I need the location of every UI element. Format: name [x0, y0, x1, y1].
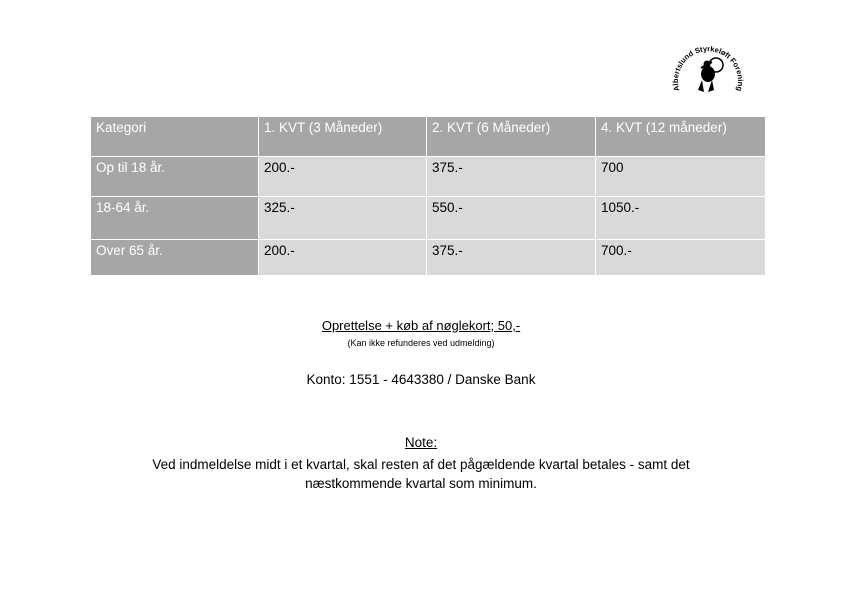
price-cell: 375.- [427, 240, 596, 276]
category-cell: Op til 18 år. [91, 157, 259, 197]
note-line: næstkommende kvartal som minimum. [305, 476, 537, 491]
price-cell: 1050.- [596, 197, 766, 240]
price-cell: 550.- [427, 197, 596, 240]
price-cell: 200.- [259, 240, 427, 276]
header-kvt-1: 1. KVT (3 Måneder) [259, 117, 427, 157]
price-table [90, 116, 766, 276]
registration-fee-note: (Kan ikke refunderes ved udmelding) [347, 338, 495, 348]
price-cell: 700.- [596, 240, 766, 276]
category-cell: 18-64 år. [91, 197, 259, 240]
logo-text: Albertslund Styrkeløft Forening [670, 44, 746, 93]
price-cell: 325.- [259, 197, 427, 240]
club-logo [668, 40, 748, 106]
note-body [0, 455, 842, 493]
note-line: Ved indmeldelse midt i et kvartal, skal resten af det pågældende kvartal betales - samt det [152, 457, 690, 472]
category-cell: Over 65 år. [91, 240, 259, 276]
header-kvt-4: 4. KVT (12 måneder) [596, 117, 766, 157]
table-row [91, 157, 766, 197]
table-row [91, 240, 766, 276]
bank-account: Konto: 1551 - 4643380 / Danske Bank [306, 372, 536, 387]
price-cell: 375.- [427, 157, 596, 197]
header-kategori: Kategori [91, 117, 259, 157]
weightlifter-figure-icon [668, 40, 748, 106]
table-row [91, 197, 766, 240]
header-kvt-2: 2. KVT (6 Måneder) [427, 117, 596, 157]
price-cell: 700 [596, 157, 766, 197]
table-header-row [91, 117, 766, 157]
registration-fee: Oprettelse + køb af nøglekort; 50,- [321, 318, 521, 333]
note-title: Note: [404, 435, 438, 450]
price-cell: 200.- [259, 157, 427, 197]
